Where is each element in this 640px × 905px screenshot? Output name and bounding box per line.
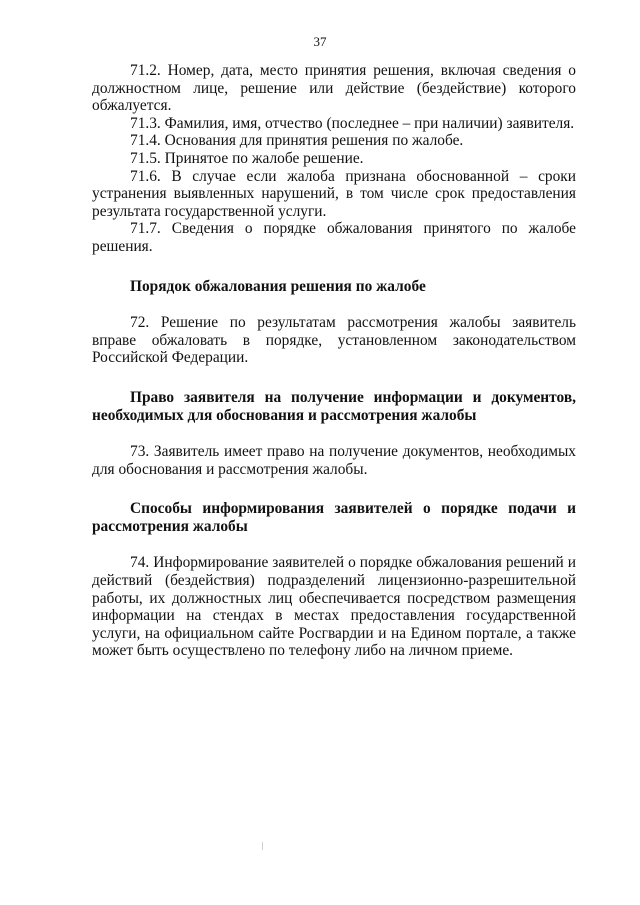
paragraph-71-4: 71.4. Основания для принятия решения по жалобе. [130,132,464,150]
page-number: 37 [313,34,327,49]
section-heading-informing-methods: Способы информирования заявителей о порядке подачи и рассмотрения жалобы [92,500,576,535]
paragraph-71-6: 71.6. В случае если жалоба признана обоснованной – сроки устранения выявленных нарушений, в том числе срок предоставления результата государственной услуги. [92,167,576,220]
paragraph-73: 73. Заявитель имеет право на получение документов, необходимых для обоснования и рассмотрения жалобы. [92,443,576,478]
paragraph-71-2: 71.2. Номер, дата, место принятия решения, включая сведения о должностном лице, решение или действие (бездействие) которого обжалуется. [92,62,576,115]
paragraph-71-3: 71.3. Фамилия, имя, отчество (последнее – при наличии) заявителя. [130,114,575,132]
scan-artifact [262,842,263,850]
paragraph-74: 74. Информирование заявителей о порядке обжалования решений и действий (бездействия) подразделений лицензионно-разрешительной работы, их должностных лиц обеспечивается посредством размещения информации на стендах в местах предоставления государственной услуги, на официальном сайте Росгвардии и на Едином портале, а также может быть осуществлено по телефону либо на личном приеме. [92,554,576,660]
section-heading-right-to-information: Право заявителя на получение информации и документов, необходимых для обоснования и рассмотрения жалобы [92,388,576,424]
section-heading-appeal-procedure: Порядок обжалования решения по жалобе [130,277,426,295]
paragraph-71-7: 71.7. Сведения о порядке обжалования принятого по жалобе решения. [92,220,576,255]
paragraph-71-5: 71.5. Принятое по жалобе решение. [130,149,364,167]
paragraph-72: 72. Решение по результатам рассмотрения жалобы заявитель вправе обжаловать в порядке, установленном законодательством Российской Федерации. [92,314,576,367]
document-body [92,62,576,660]
